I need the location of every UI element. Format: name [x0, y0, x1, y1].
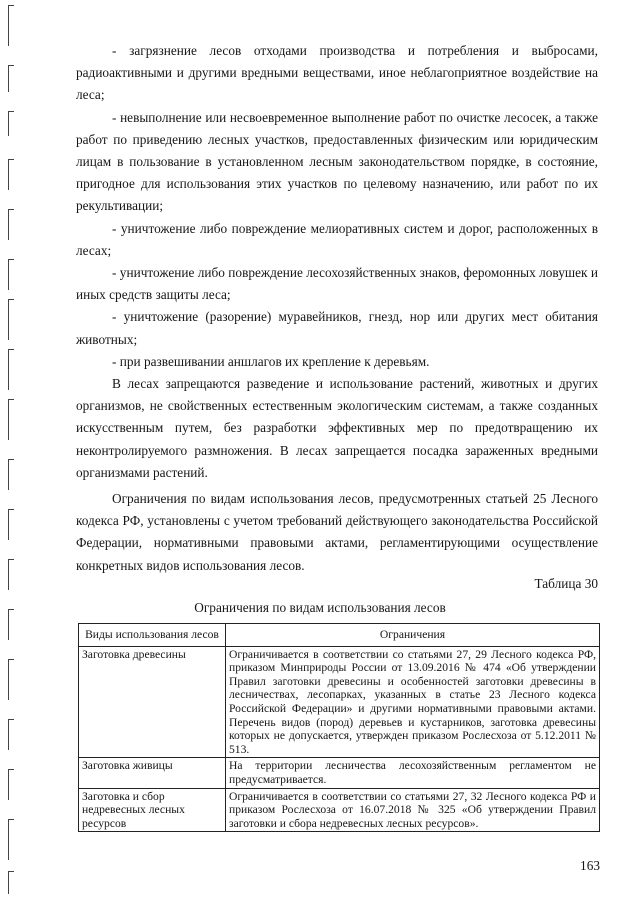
- list-item: - уничтожение либо повреждение лесохозяйственных знаков, феромонных ловушек и иных средств защиты леса;: [76, 265, 598, 303]
- body-text: [76, 40, 598, 577]
- list-item: - при развешивании аншлагов их крепление к деревьям.: [112, 353, 430, 369]
- table-row: [79, 646, 600, 758]
- list-item: - уничтожение либо повреждение мелиоративных систем и дорог, расположенных в лесах;: [76, 220, 598, 258]
- table-row: [79, 758, 600, 788]
- list-item: - уничтожение (разорение) муравейников, гнезд, нор или других мест обитания животных;: [76, 309, 598, 347]
- column-header: Ограничения: [226, 624, 600, 647]
- list-item: - невыполнение или несвоевременное выполнение работ по очистке лесосек, а также работ по приведению лесных участков, предоставленных физическим или юридическим лицам в пользование в установленном лесным законодательством порядке, в состояние, пригодное для использования этих участков по целевому назначению, или работ по их рекультивации;: [76, 109, 598, 214]
- list-item: - загрязнение лесов отходами производства и потребления и выбросами, радиоактивными и другими вредными веществами, иное неблагоприятное воздействие на леса;: [76, 43, 598, 103]
- table-cell-type: Заготовка древесины: [79, 646, 226, 758]
- binding-marks: [0, 0, 20, 905]
- paragraph: Ограничения по видам использования лесов, предусмотренных статьей 25 Лесного кодекса РФ, установлены с учетом требований действующего законодательства Российской Федерации, нормативными правовыми актами, регламентирующими осуществление конкретных видов использования лесов.: [76, 491, 598, 573]
- column-header: Виды использования лесов: [79, 624, 226, 647]
- table-cell-limits: Ограничивается в соответствии со статьями 27, 29 Лесного кодекса РФ, приказом Минприроды России от 13.09.2016 № 474 «Об утверждении Правил заготовки древесины и особенностей заготовки древесины в лесничествах, лесопарках, указанных в статье 23 Лесного кодекса Российской Федерации» и другими нормативными правовыми актами. Перечень видов (пород) деревьев и кустарников, заготовка древесины которых не допускается, утвержден приказом Рослесхоза от 5.12.2011 № 513.: [226, 646, 600, 758]
- table-header-row: [79, 624, 600, 647]
- table-cell-limits: На территории лесничества лесохозяйственным регламентом не предусматривается.: [226, 758, 600, 788]
- page-number: 163: [580, 858, 600, 873]
- table-cell-type: Заготовка живицы: [79, 758, 226, 788]
- table-row: [79, 788, 600, 832]
- paragraph: В лесах запрещаются разведение и использование растений, животных и других организмов, не свойственных естественным экологическим системам, а также созданных искусственным путем, без разработки эффективных мер по предотвращению их неконтролируемого размножения. В лесах запрещается посадка зараженных вредными организмами растений.: [76, 376, 598, 480]
- restrictions-table: [78, 623, 600, 832]
- table-number: Таблица 30: [534, 576, 598, 591]
- table-cell-limits: Ограничивается в соответствии со статьями 27, 32 Лесного кодекса РФ и приказом Рослесхоза от 16.07.2018 № 325 «Об утверждении Правил заготовки и сбора недревесных лесных ресурсов».: [226, 788, 600, 832]
- table-title: Ограничения по видам использования лесов: [194, 600, 446, 615]
- table-cell-type: Заготовка и сбор недревесных лесных ресурсов: [79, 788, 226, 832]
